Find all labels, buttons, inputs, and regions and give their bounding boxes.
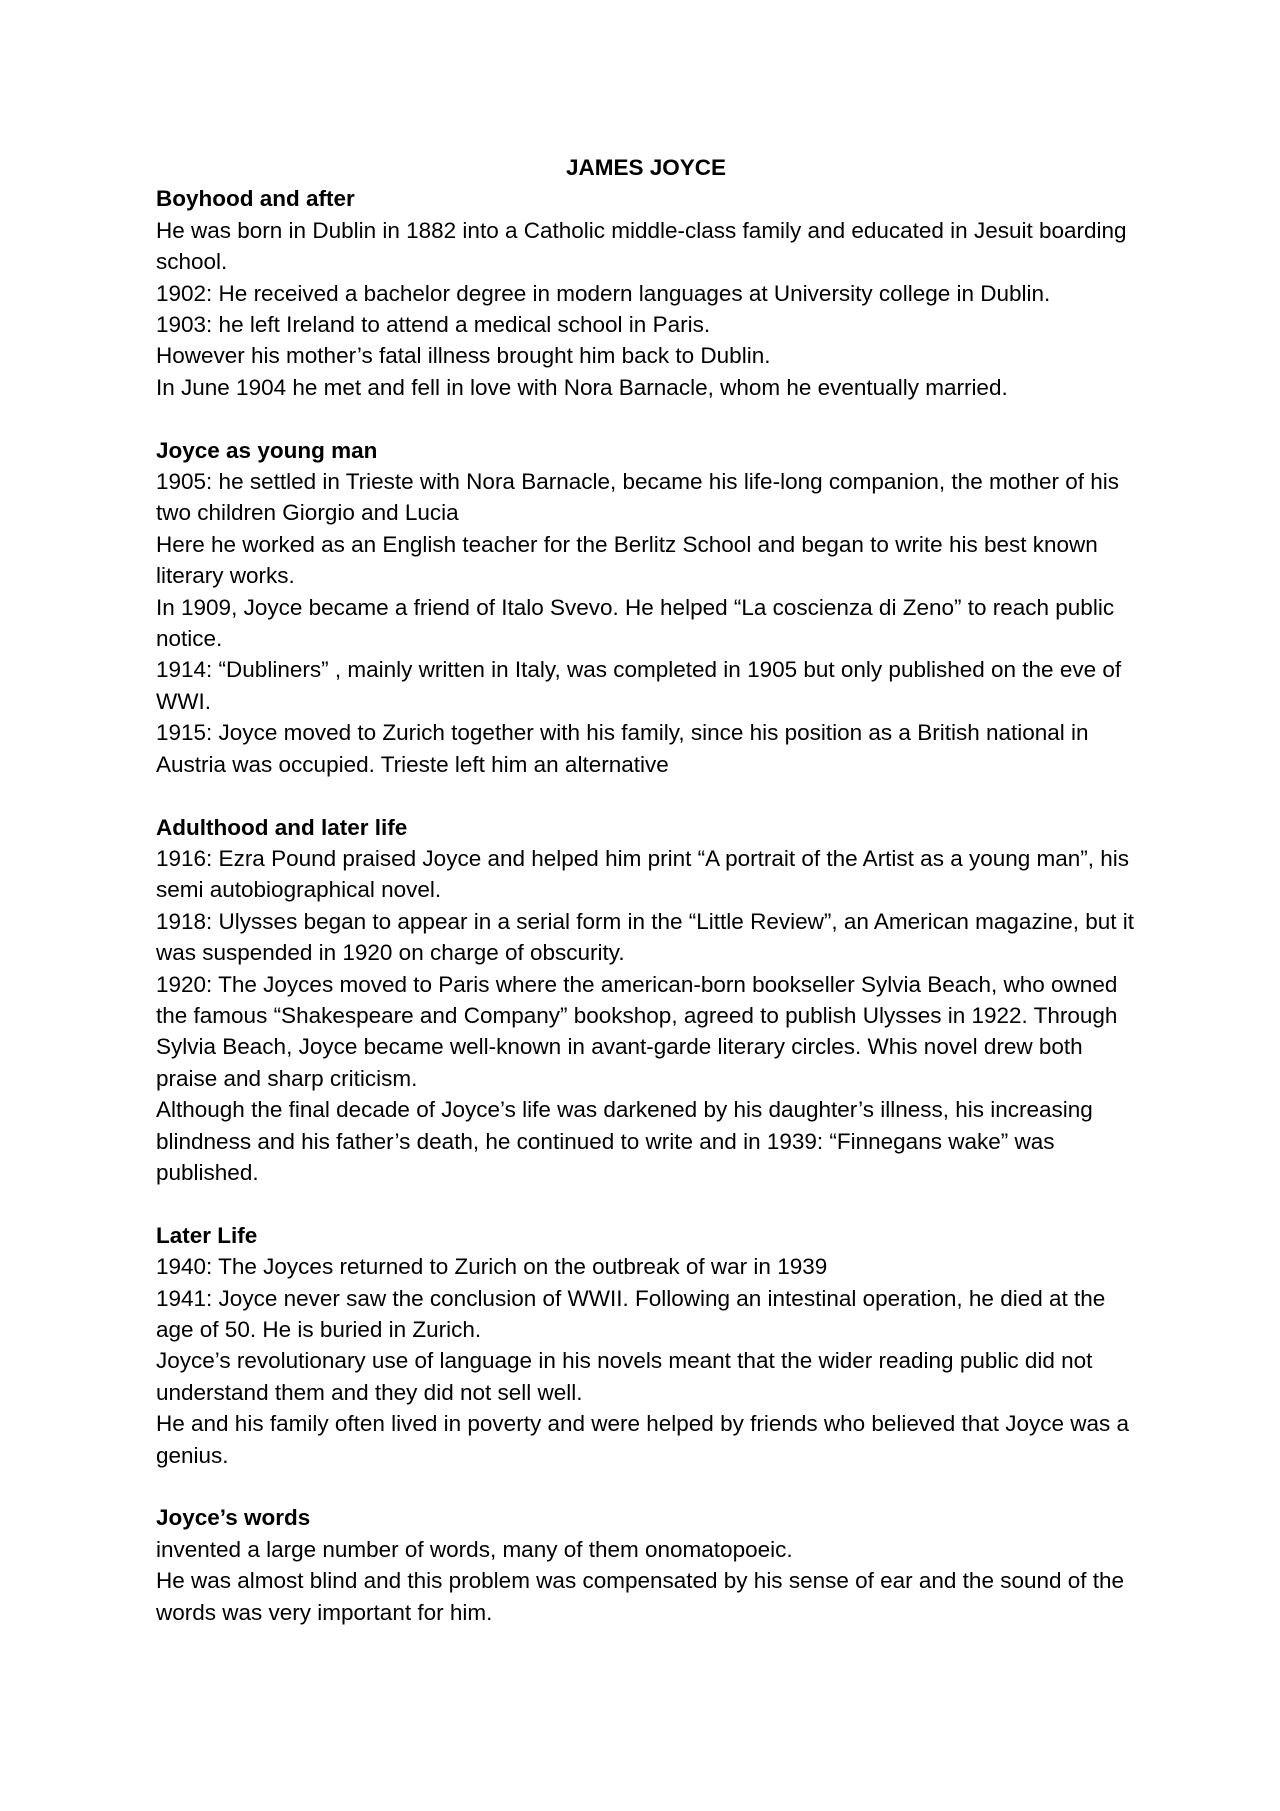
section-heading: Adulthood and later life bbox=[156, 814, 408, 840]
paragraph: However his mother’s fatal illness brought him back to Dublin. bbox=[156, 343, 771, 369]
paragraph: 1914: “Dubliners” , mainly written in Italy, was completed in 1905 but only published on the eve of WWI. bbox=[156, 657, 1122, 714]
paragraph: He was almost blind and this problem was compensated by his sense of ear and the sound of the words was very important for him. bbox=[156, 1568, 1125, 1625]
paragraph: 1902: He received a bachelor degree in modern languages at University college in Dublin. bbox=[156, 280, 1051, 306]
paragraph: 1915: Joyce moved to Zurich together with his family, since his position as a British national in Austria was occupied. Trieste left him an alternative bbox=[156, 720, 1089, 777]
paragraph: In June 1904 he met and fell in love with Nora Barnacle, whom he eventually married. bbox=[156, 374, 1008, 400]
paragraph: He and his family often lived in poverty and were helped by friends who believed that Joyce was a genius. bbox=[156, 1411, 1130, 1468]
paragraph: Although the final decade of Joyce’s life was darkened by his daughter’s illness, his increasing blindness and his father’s death, he continued to write and in 1939: “Finnegans wake” was published. bbox=[156, 1097, 1093, 1185]
section-young-man bbox=[156, 435, 1136, 780]
section-heading: Boyhood and after bbox=[156, 186, 355, 212]
paragraph: 1903: he left Ireland to attend a medical school in Paris. bbox=[156, 312, 711, 338]
paragraph: In 1909, Joyce became a friend of Italo Svevo. He helped “La coscienza di Zeno” to reach public notice. bbox=[156, 594, 1115, 652]
document-page bbox=[156, 152, 1136, 1628]
paragraph: Here he worked as an English teacher for the Berlitz School and began to write his best known literary works. bbox=[156, 531, 1098, 589]
section-heading: Joyce as young man bbox=[156, 437, 378, 463]
section-later-life bbox=[156, 1220, 1136, 1471]
paragraph: invented a large number of words, many of them onomatopoeic. bbox=[156, 1536, 793, 1562]
section-heading: Later Life bbox=[156, 1222, 258, 1248]
section-boyhood bbox=[156, 183, 1136, 403]
paragraph: 1941: Joyce never saw the conclusion of WWII. Following an intestinal operation, he died at the age of 50. He is buried in Zurich. bbox=[156, 1285, 1106, 1342]
paragraph: 1905: he settled in Trieste with Nora Barnacle, became his life-long companion, the mother of his two children Giorgio and Lucia bbox=[156, 469, 1120, 526]
paragraph: 1940: The Joyces returned to Zurich on the outbreak of war in 1939 bbox=[156, 1254, 828, 1280]
section-heading: Joyce’s words bbox=[156, 1505, 311, 1531]
paragraph: 1918: Ulysses began to appear in a serial form in the “Little Review”, an American magazine, but it was suspended in 1920 on charge of obscurity. bbox=[156, 908, 1135, 966]
paragraph: He was born in Dublin in 1882 into a Catholic middle-class family and educated in Jesuit boarding school. bbox=[156, 217, 1127, 275]
paragraph: 1920: The Joyces moved to Paris where the american-born bookseller Sylvia Beach, who owned the famous “Shakespeare and Company” bookshop, agreed to publish Ulysses in 1922. Through Sylvia Beach, Joyce became well-known in avant-garde literary circles. Whis novel drew both praise and sharp criticism. bbox=[156, 971, 1118, 1091]
paragraph: Joyce’s revolutionary use of language in his novels meant that the wider reading public did not understand them and they did not sell well. bbox=[156, 1348, 1093, 1405]
page-title: JAMES JOYCE bbox=[565, 155, 727, 180]
section-adulthood bbox=[156, 812, 1136, 1189]
section-joyces-words bbox=[156, 1502, 1136, 1628]
paragraph: 1916: Ezra Pound praised Joyce and helped him print “A portrait of the Artist as a young man”, his semi autobiographical novel. bbox=[156, 845, 1130, 903]
